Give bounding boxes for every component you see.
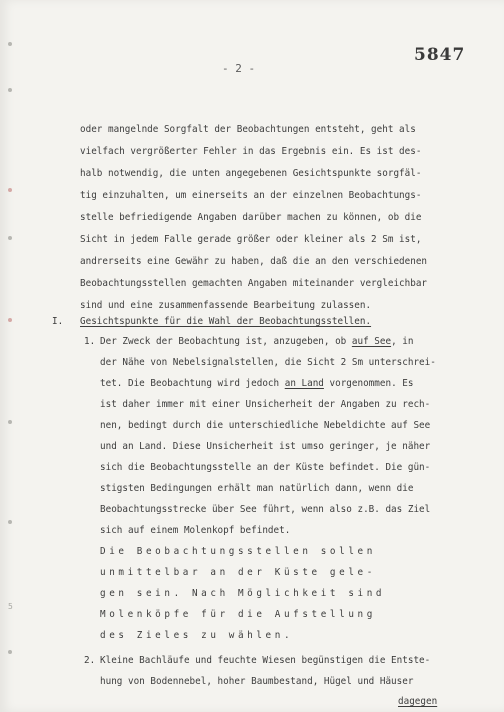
list-number: 2. [84, 655, 96, 666]
spaced-emphasis-line: Die Beobachtungsstellen sollen [100, 546, 376, 557]
text-line: tet. Die Beobachtung wird jedoch an Land vorgenommen. Es [100, 378, 414, 389]
text-line: der Nähe von Nebelsignalstellen, die Sicht 2 Sm unterschrei- [100, 357, 436, 368]
spaced-emphasis-line: des Zieles zu wählen. [100, 630, 294, 641]
emphasis-an-land: an Land [284, 378, 324, 389]
archive-number: 5847 [414, 45, 466, 65]
margin-punch-mark [8, 188, 12, 192]
text-line: nen, bedingt durch die unterschiedliche Nebeldichte auf See [100, 420, 431, 431]
margin-punch-mark [8, 318, 12, 322]
text-line: vielfach vergrößerter Fehler in das Ergebnis ein. Es ist des- [80, 146, 422, 157]
page-number: - 2 - [222, 62, 256, 75]
text-line: tig einzuhalten, um einerseits an der einzelnen Beobachtungs- [80, 190, 422, 201]
text-line: stigsten Bedingungen erhält man natürlich dann, wenn die [100, 483, 414, 494]
text-line: hung von Bodennebel, hoher Baumbestand, Hügel und Häuser [100, 676, 414, 687]
margin-punch-mark [8, 88, 12, 92]
margin-punch-mark [8, 520, 12, 524]
margin-punch-mark [8, 42, 12, 46]
text-line: stelle befriedigende Angaben darüber machen zu können, ob die [80, 212, 422, 223]
list-number: 1. [84, 336, 96, 347]
text-line: sich die Beobachtungsstelle an der Küste befindet. Die gün- [100, 462, 431, 473]
text-line: ist daher immer mit einer Unsicherheit der Angaben zu rech- [100, 399, 431, 410]
section-number: I. [52, 316, 64, 327]
margin-punch-mark [8, 420, 12, 424]
text-line: Der Zweck der Beobachtung ist, anzugeben, ob auf See, in [100, 336, 414, 347]
text-line: halb notwendig, die unten angegebenen Gesichtspunkte sorgfäl- [80, 168, 422, 179]
catchword: dagegen [398, 696, 438, 707]
margin-punch-mark [8, 236, 12, 240]
spaced-emphasis-line: gen sein. Nach Möglichkeit sind [100, 588, 386, 599]
text-line: andrerseits eine Gewähr zu haben, daß die an den verschiedenen [80, 256, 428, 267]
text-line: Kleine Bachläufe und feuchte Wiesen begünstigen die Entste- [100, 655, 431, 666]
spaced-emphasis-line: Molenköpfe für die Aufstellung [100, 609, 376, 620]
text-line: sind und eine zusammenfassende Bearbeitung zulassen. [80, 300, 372, 311]
section-heading: Gesichtspunkte für die Wahl der Beobachtungsstellen. [80, 316, 372, 327]
spaced-emphasis-line: unmittelbar an der Küste gele- [100, 567, 376, 578]
text-line: Sicht in jedem Falle gerade größer oder kleiner als 2 Sm ist, [80, 234, 422, 245]
text-line: Beobachtungsstrecke über See führt, wenn also z.B. das Ziel [100, 504, 431, 515]
margin-pencil-mark: 5 [8, 602, 13, 611]
margin-punch-mark [8, 650, 12, 654]
emphasis-auf-see: auf See [351, 336, 392, 347]
text-line: und an Land. Diese Unsicherheit ist umso geringer, je näher [100, 441, 431, 452]
text-line: sich auf einem Molenkopf befindet. [100, 525, 291, 536]
text-line: oder mangelnde Sorgfalt der Beobachtungen entsteht, geht als [80, 124, 416, 135]
text-line: Beobachtungsstellen gemachten Angaben miteinander vergleichbar [80, 278, 428, 289]
